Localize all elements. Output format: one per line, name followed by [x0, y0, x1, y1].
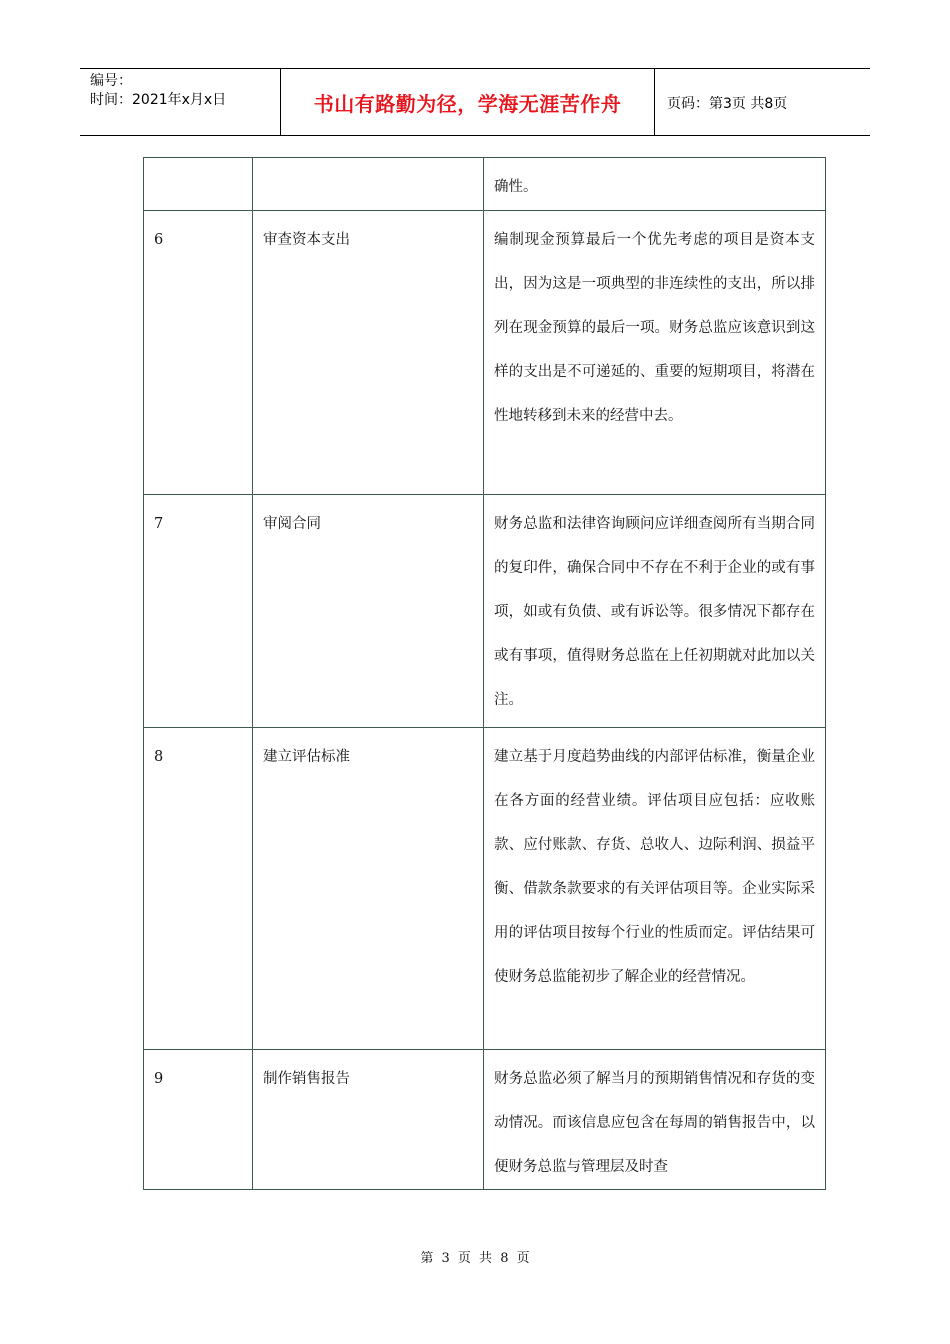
- row-description: 财务总监必须了解当月的预期销售情况和存货的变动情况。而该信息应包含在每周的销售报告中，以便财务总监与管理层及时查: [484, 1050, 826, 1190]
- page-footer: 第 3 页 共 8 页: [420, 1251, 530, 1266]
- date-label: 时间：2021年x月x日: [90, 92, 227, 108]
- row-item: 建立评估标准: [253, 728, 484, 1050]
- row-number: [144, 158, 253, 211]
- header-meta: [80, 69, 281, 135]
- header-motto: 书山有路勤为径，学海无涯苦作舟: [281, 69, 655, 135]
- row-number: 7: [144, 495, 253, 728]
- table-row: [144, 1050, 826, 1190]
- row-item: 制作销售报告: [253, 1050, 484, 1190]
- content-table: [143, 157, 826, 1190]
- table-row: [144, 495, 826, 728]
- row-item: 审阅合同: [253, 495, 484, 728]
- row-number: 6: [144, 211, 253, 495]
- row-description: 编制现金预算最后一个优先考虑的项目是资本支出，因为这是一项典型的非连续性的支出，所以排列在现金预算的最后一项。财务总监应该意识到这样的支出是不可递延的、重要的短期项目，将潜在性地转移到未来的经营中去。: [484, 211, 826, 495]
- table-row: [144, 728, 826, 1050]
- header-page-info: 页码：第3页 共8页: [667, 96, 788, 112]
- row-description: 确性。: [484, 158, 826, 211]
- row-number: 8: [144, 728, 253, 1050]
- page-header: [80, 68, 870, 136]
- row-item: 审查资本支出: [253, 211, 484, 495]
- table-row: [144, 158, 826, 211]
- row-description: 财务总监和法律咨询顾问应详细查阅所有当期合同的复印件，确保合同中不存在不利于企业的或有事项，如或有负债、或有诉讼等。很多情况下都存在或有事项，值得财务总监在上任初期就对此加以关注。: [484, 495, 826, 728]
- row-description: 建立基于月度趋势曲线的内部评估标准，衡量企业在各方面的经营业绩。评估项目应包括：应收账款、应付账款、存货、总收人、边际利润、损益平衡、借款条款要求的有关评估项目等。企业实际采用的评估项目按每个行业的性质而定。评估结果可使财务总监能初步了解企业的经营情况。: [484, 728, 826, 1050]
- row-item: [253, 158, 484, 211]
- table-row: [144, 211, 826, 495]
- row-number: 9: [144, 1050, 253, 1190]
- doc-number-label: 编号：: [90, 73, 132, 89]
